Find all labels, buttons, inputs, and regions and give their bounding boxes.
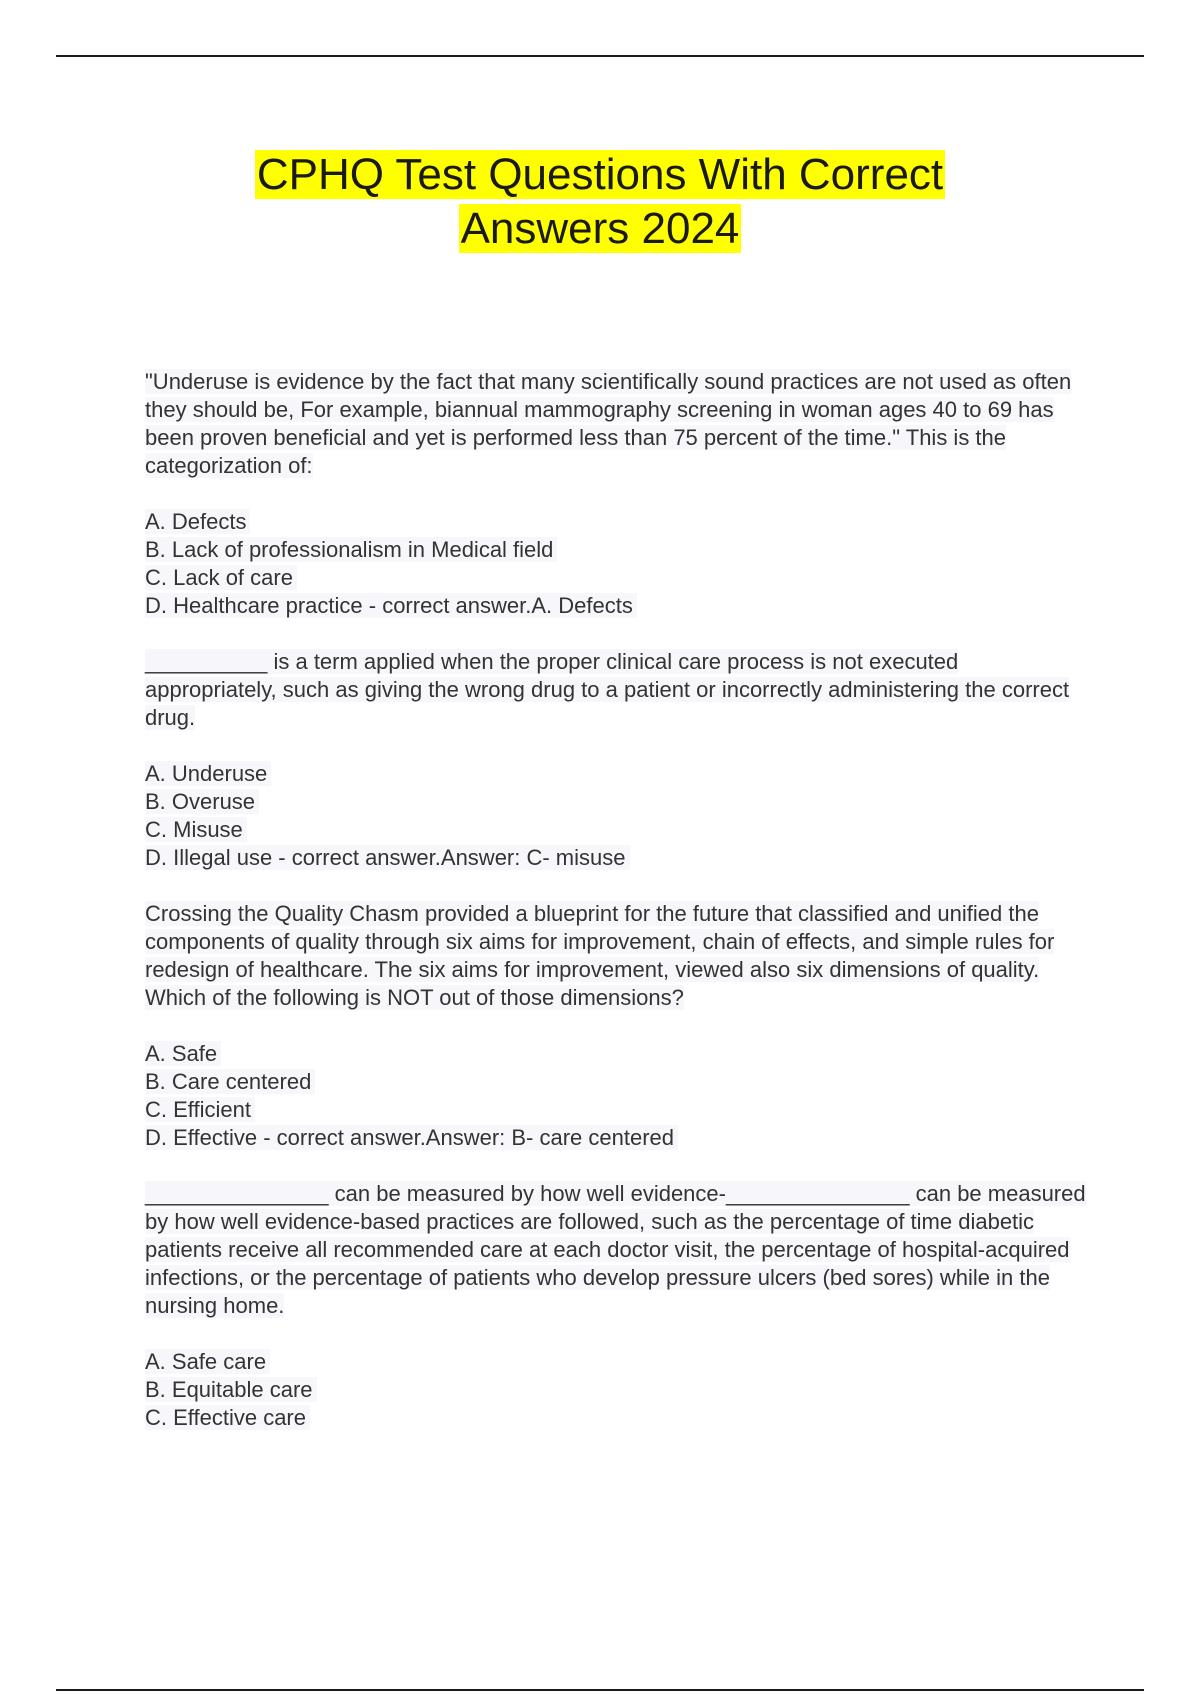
question-2 [145,648,1095,872]
question-2-text: __________ is a term applied when the proper clinical care process is not executed appropriately, such as giving the wrong drug to a patient or incorrectly administering the correct drug. [145,649,1070,730]
question-1 [145,368,1095,620]
options-list [145,1348,1095,1432]
header-rule [56,55,1144,57]
option-item [145,816,1095,844]
option-label: A. Underuse [145,761,271,786]
question-3 [145,900,1095,1152]
question-4 [145,1180,1095,1432]
option-label: B. Care centered [145,1069,315,1094]
question-3-text: Crossing the Quality Chasm provided a blueprint for the future that classified and unified the components of quality through six aims for improvement, chain of effects, and simple rules for redesign of healthcare. The six aims for improvement, viewed also six dimensions of quality. Which of the following is NOT out of those dimensions? [145,901,1055,1010]
document-body [145,368,1095,1460]
option-label: A. Safe [145,1041,221,1066]
option-label: B. Equitable care [145,1377,317,1402]
option-label: B. Lack of professionalism in Medical field [145,537,557,562]
title-line-1: CPHQ Test Questions With Correct [256,150,944,199]
option-item-answer [145,844,1095,872]
option-label: C. Lack of care [145,565,297,590]
option-item [145,508,1095,536]
footer-rule [56,1689,1144,1691]
options-list [145,508,1095,620]
option-item [145,788,1095,816]
options-list [145,760,1095,872]
option-item [145,536,1095,564]
option-label: D. Illegal use - correct answer.Answer: C- misuse [145,845,630,870]
option-label: C. Efficient [145,1097,255,1122]
question-4-text: _______________ can be measured by how well evidence-_______________ can be measured by how well evidence-based practices are followed, such as the percentage of time diabetic patients receive all recommended care at each doctor visit, the percentage of hospital-acquired infections, or the percentage of patients who develop pressure ulcers (bed sores) while in the nursing home. [145,1181,1086,1318]
option-item [145,564,1095,592]
option-label: D. Effective - correct answer.Answer: B- care centered [145,1125,678,1150]
option-item [145,1348,1095,1376]
page-title [0,148,1200,256]
option-item [145,1096,1095,1124]
option-item [145,1376,1095,1404]
option-label: C. Effective care [145,1405,310,1430]
option-label: A. Defects [145,509,250,534]
question-text [145,1180,1095,1320]
question-text [145,900,1095,1012]
option-label: C. Misuse [145,817,247,842]
option-item-answer [145,592,1095,620]
option-item-answer [145,1124,1095,1152]
option-label: A. Safe care [145,1349,270,1374]
option-item [145,1404,1095,1432]
option-item [145,1040,1095,1068]
option-label: B. Overuse [145,789,259,814]
option-item [145,760,1095,788]
question-text [145,648,1095,732]
option-label: D. Healthcare practice - correct answer.A. Defects [145,593,637,618]
options-list [145,1040,1095,1152]
question-text [145,368,1095,480]
question-1-text: "Underuse is evidence by the fact that many scientifically sound practices are not used as often they should be, For example, biannual mammography screening in woman ages 40 to 69 has been proven beneficial and yet is performed less than 75 percent of the time." This is the categorization of: [145,369,1072,478]
title-line-2: Answers 2024 [460,204,740,253]
option-item [145,1068,1095,1096]
